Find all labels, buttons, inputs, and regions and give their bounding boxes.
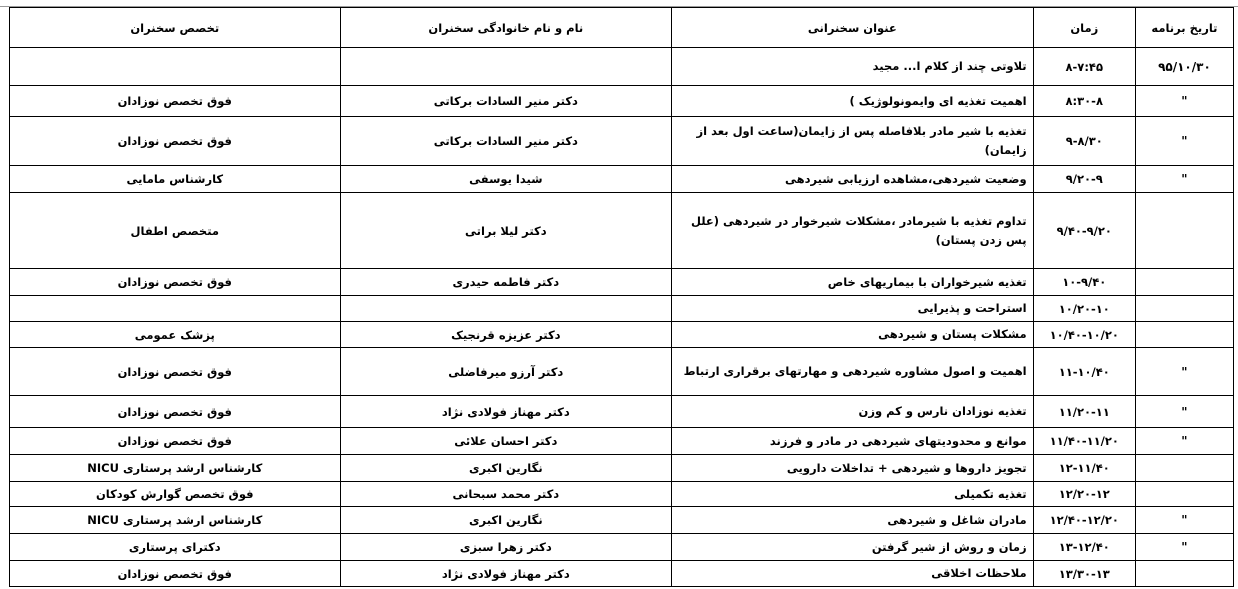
time-cell: ۱۱-۱۰/۴۰ xyxy=(1033,348,1135,396)
date-cell xyxy=(1135,269,1233,296)
speaker-cell: دکتر مهناز فولادی نژاد xyxy=(340,561,672,587)
speaker-cell: نگارین اکبری xyxy=(340,455,672,482)
specialty-cell: فوق تخصص نوزادان xyxy=(10,428,341,455)
header-topic: عنوان سخنرانی xyxy=(672,8,1034,48)
time-cell: ۹-۸/۳۰ xyxy=(1033,117,1135,166)
specialty-cell: فوق تخصص نوزادان xyxy=(10,348,341,396)
topic-cell: تجویز داروها و شیردهی + تداخلات دارویی xyxy=(672,455,1034,482)
time-cell: ۹/۴۰-۹/۲۰ xyxy=(1033,193,1135,269)
specialty-cell: فوق تخصص نوزادان xyxy=(10,117,341,166)
speaker-cell: دکتر زهرا سبزی xyxy=(340,534,672,561)
date-cell xyxy=(1135,296,1233,322)
topic-cell: مادران شاغل و شیردهی xyxy=(672,507,1034,534)
table-row xyxy=(10,561,1234,587)
table-row xyxy=(10,296,1234,322)
table-row xyxy=(10,117,1234,166)
schedule-table xyxy=(9,7,1234,587)
specialty-cell: کارشناس ارشد پرستاری NICU xyxy=(10,455,341,482)
specialty-cell: فوق تخصص گوارش کودکان xyxy=(10,482,341,507)
specialty-cell: پزشک عمومی xyxy=(10,322,341,348)
time-cell: ۱۲/۲۰-۱۲ xyxy=(1033,482,1135,507)
date-cell: ۹۵/۱۰/۳۰ xyxy=(1135,48,1233,86)
topic-cell: ملاحظات اخلاقی xyxy=(672,561,1034,587)
topic-cell: تغذیه شیرخواران با بیماریهای خاص xyxy=(672,269,1034,296)
specialty-cell: کارشناس ارشد پرستاری NICU xyxy=(10,507,341,534)
time-cell: ۱۱/۲۰-۱۱ xyxy=(1033,396,1135,428)
date-cell: " xyxy=(1135,348,1233,396)
date-cell xyxy=(1135,561,1233,587)
speaker-cell: دکتر عزیزه قرنجیک xyxy=(340,322,672,348)
speaker-cell: دکتر آرزو میرفاضلی xyxy=(340,348,672,396)
table-row xyxy=(10,396,1234,428)
time-cell: ۱۲-۱۱/۴۰ xyxy=(1033,455,1135,482)
date-cell: " xyxy=(1135,428,1233,455)
time-cell: ۹/۲۰-۹ xyxy=(1033,166,1135,193)
speaker-cell xyxy=(340,48,672,86)
date-cell: " xyxy=(1135,396,1233,428)
topic-cell: استراحت و پذیرایی xyxy=(672,296,1034,322)
header-row xyxy=(10,8,1234,48)
time-cell: ۱۱/۴۰-۱۱/۲۰ xyxy=(1033,428,1135,455)
specialty-cell xyxy=(10,296,341,322)
specialty-cell: فوق تخصص نوزادان xyxy=(10,396,341,428)
time-cell: ۱۰/۲۰-۱۰ xyxy=(1033,296,1135,322)
header-date: تاریخ برنامه xyxy=(1135,8,1233,48)
topic-cell: وضعیت شیردهی،مشاهده ارزیابی شیردهی xyxy=(672,166,1034,193)
specialty-cell: فوق تخصص نوزادان xyxy=(10,561,341,587)
speaker-cell: دکتر احسان علائی xyxy=(340,428,672,455)
speaker-cell: دکتر منیر السادات برکاتی xyxy=(340,86,672,117)
table-row xyxy=(10,507,1234,534)
topic-cell: موانع و محدودیتهای شیردهی در مادر و فرزند xyxy=(672,428,1034,455)
specialty-cell: متخصص اطفال xyxy=(10,193,341,269)
table-row xyxy=(10,482,1234,507)
topic-cell: مشکلات پستان و شیردهی xyxy=(672,322,1034,348)
speaker-cell xyxy=(340,296,672,322)
header-speaker: نام و نام خانوادگی سخنران xyxy=(340,8,672,48)
table-row xyxy=(10,322,1234,348)
time-cell: ۱۰-۹/۴۰ xyxy=(1033,269,1135,296)
table-row xyxy=(10,193,1234,269)
specialty-cell xyxy=(10,48,341,86)
time-cell: ۱۰/۴۰-۱۰/۲۰ xyxy=(1033,322,1135,348)
date-cell xyxy=(1135,193,1233,269)
date-cell: " xyxy=(1135,507,1233,534)
speaker-cell: شیدا یوسفی xyxy=(340,166,672,193)
date-cell xyxy=(1135,482,1233,507)
date-cell xyxy=(1135,455,1233,482)
specialty-cell: کارشناس مامایی xyxy=(10,166,341,193)
date-cell: " xyxy=(1135,166,1233,193)
date-cell xyxy=(1135,322,1233,348)
time-cell: ۱۳/۳۰-۱۳ xyxy=(1033,561,1135,587)
speaker-cell: دکتر مهناز فولادی نژاد xyxy=(340,396,672,428)
table-row xyxy=(10,269,1234,296)
table-row xyxy=(10,86,1234,117)
specialty-cell: دکترای پرستاری xyxy=(10,534,341,561)
header-time: زمان xyxy=(1033,8,1135,48)
table-row xyxy=(10,48,1234,86)
date-cell: " xyxy=(1135,534,1233,561)
table-row xyxy=(10,348,1234,396)
topic-cell: زمان و روش از شیر گرفتن xyxy=(672,534,1034,561)
header-specialty: تخصص سخنران xyxy=(10,8,341,48)
table-row xyxy=(10,455,1234,482)
speaker-cell: نگارین اکبری xyxy=(340,507,672,534)
date-cell: " xyxy=(1135,117,1233,166)
time-cell: ۸-۷:۴۵ xyxy=(1033,48,1135,86)
topic-cell: تغذیه با شیر مادر بلافاصله پس از زایمان(ساعت اول بعد از زایمان) xyxy=(672,117,1034,166)
topic-cell: تغذیه تکمیلی xyxy=(672,482,1034,507)
date-cell: " xyxy=(1135,86,1233,117)
speaker-cell: دکتر محمد سبحانی xyxy=(340,482,672,507)
specialty-cell: فوق تخصص نوزادان xyxy=(10,86,341,117)
time-cell: ۱۳-۱۲/۴۰ xyxy=(1033,534,1135,561)
topic-cell: اهمیت و اصول مشاوره شیردهی و مهارتهای برقراری ارتباط xyxy=(672,348,1034,396)
topic-cell: تغذیه نوزادان نارس و کم وزن xyxy=(672,396,1034,428)
topic-cell: اهمیت تغذیه ای وایمونولوژیک ) xyxy=(672,86,1034,117)
table-row xyxy=(10,428,1234,455)
specialty-cell: فوق تخصص نوزادان xyxy=(10,269,341,296)
topic-cell: تلاوتی چند از کلام ا... مجید xyxy=(672,48,1034,86)
speaker-cell: دکتر لیلا براتی xyxy=(340,193,672,269)
topic-cell: تداوم تغذیه با شیرمادر ،مشکلات شیرخوار در شیردهی (علل پس زدن پستان) xyxy=(672,193,1034,269)
time-cell: ۱۲/۴۰-۱۲/۲۰ xyxy=(1033,507,1135,534)
time-cell: ۸:۳۰-۸ xyxy=(1033,86,1135,117)
speaker-cell: دکتر منیر السادات برکاتی xyxy=(340,117,672,166)
speaker-cell: دکتر فاطمه حیدری xyxy=(340,269,672,296)
table-row xyxy=(10,166,1234,193)
table-row xyxy=(10,534,1234,561)
